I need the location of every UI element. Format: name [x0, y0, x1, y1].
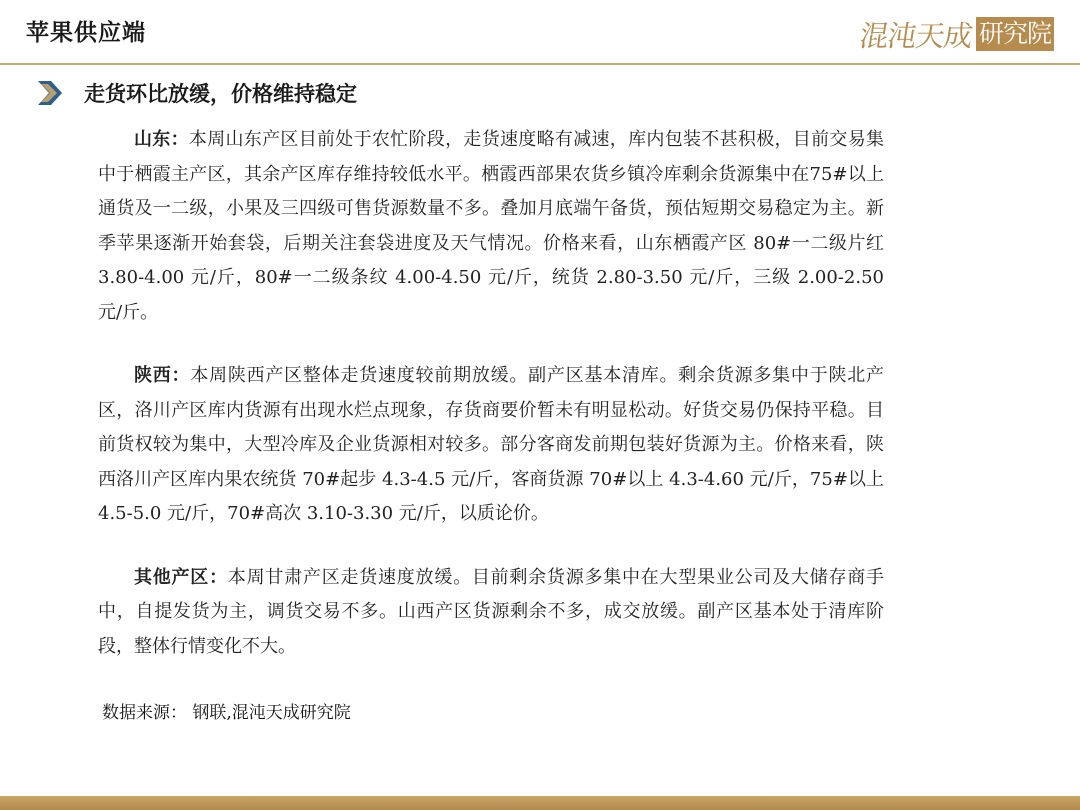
- paragraph-shandong: [98, 123, 884, 330]
- data-source-note: 数据来源： 钢联,混沌天成研究院: [102, 703, 351, 723]
- content-body: [98, 123, 884, 693]
- chevron-right-icon: [36, 79, 66, 107]
- section-heading-text: 走货环比放缓，价格维持稳定: [84, 82, 357, 106]
- logo-box-text: 研究院: [976, 17, 1054, 51]
- paragraph-body: 本周山东产区目前处于农忙阶段，走货速度略有减速，库内包装不甚积极，目前交易集中于栖霞主产区，其余产区库存维持较低水平。栖霞西部果农货乡镇冷库剩余货源集中在75#以上通货及一二级，小果及三四级可售货源数量不多。叠加月底端午备货，预估短期交易稳定为主。新季苹果逐渐开始套袋，后期关注套袋进度及天气情况。价格来看，山东栖霞产区 80#一二级片红 3.80-4.00 元/斤，80#一二级条纹 4.00-4.50 元/斤，统货 2.80-3.50 元/斤，三级 2.00-2.50 元/斤。: [98, 129, 885, 323]
- header-divider: [0, 63, 1080, 65]
- paragraph-lead: 山东：: [134, 129, 189, 150]
- paragraph-shaanxi: [98, 359, 884, 532]
- page-title: 苹果供应端: [26, 20, 146, 46]
- paragraph-body: 本周陕西产区整体走货速度较前期放缓。副产区基本清库。剩余货源多集中于陕北产区，洛川产区库内货源有出现水烂点现象，存货商要价暂未有明显松动。好货交易仍保持平稳。目前货权较为集中，大型冷库及企业货源相对较多。部分客商发前期包装好货源为主。价格来看，陕西洛川产区库内果农统货 70#起步 4.3-4.5 元/斤，客商货源 70#以上 4.3-4.60 元/斤，75#以上 4.5-5.0 元/斤，70#高次 3.10-3.30 元/斤，以质论价。: [98, 365, 885, 524]
- footer-bar: [0, 796, 1080, 810]
- paragraph-lead: 陕西：: [134, 365, 191, 386]
- brand-logo: [857, 16, 1054, 53]
- paragraph-other-regions: [98, 561, 884, 665]
- logo-script-text: 混沌天成: [857, 18, 975, 53]
- paragraph-body: 本周甘肃产区走货速度放缓。目前剩余货源多集中在大型果业公司及大储存商手中，自提发货为主，调货交易不多。山西产区货源剩余不多，成交放缓。副产区基本处于清库阶段，整体行情变化不大。: [98, 566, 885, 657]
- paragraph-lead: 其他产区：: [134, 566, 228, 588]
- section-heading: [36, 78, 357, 108]
